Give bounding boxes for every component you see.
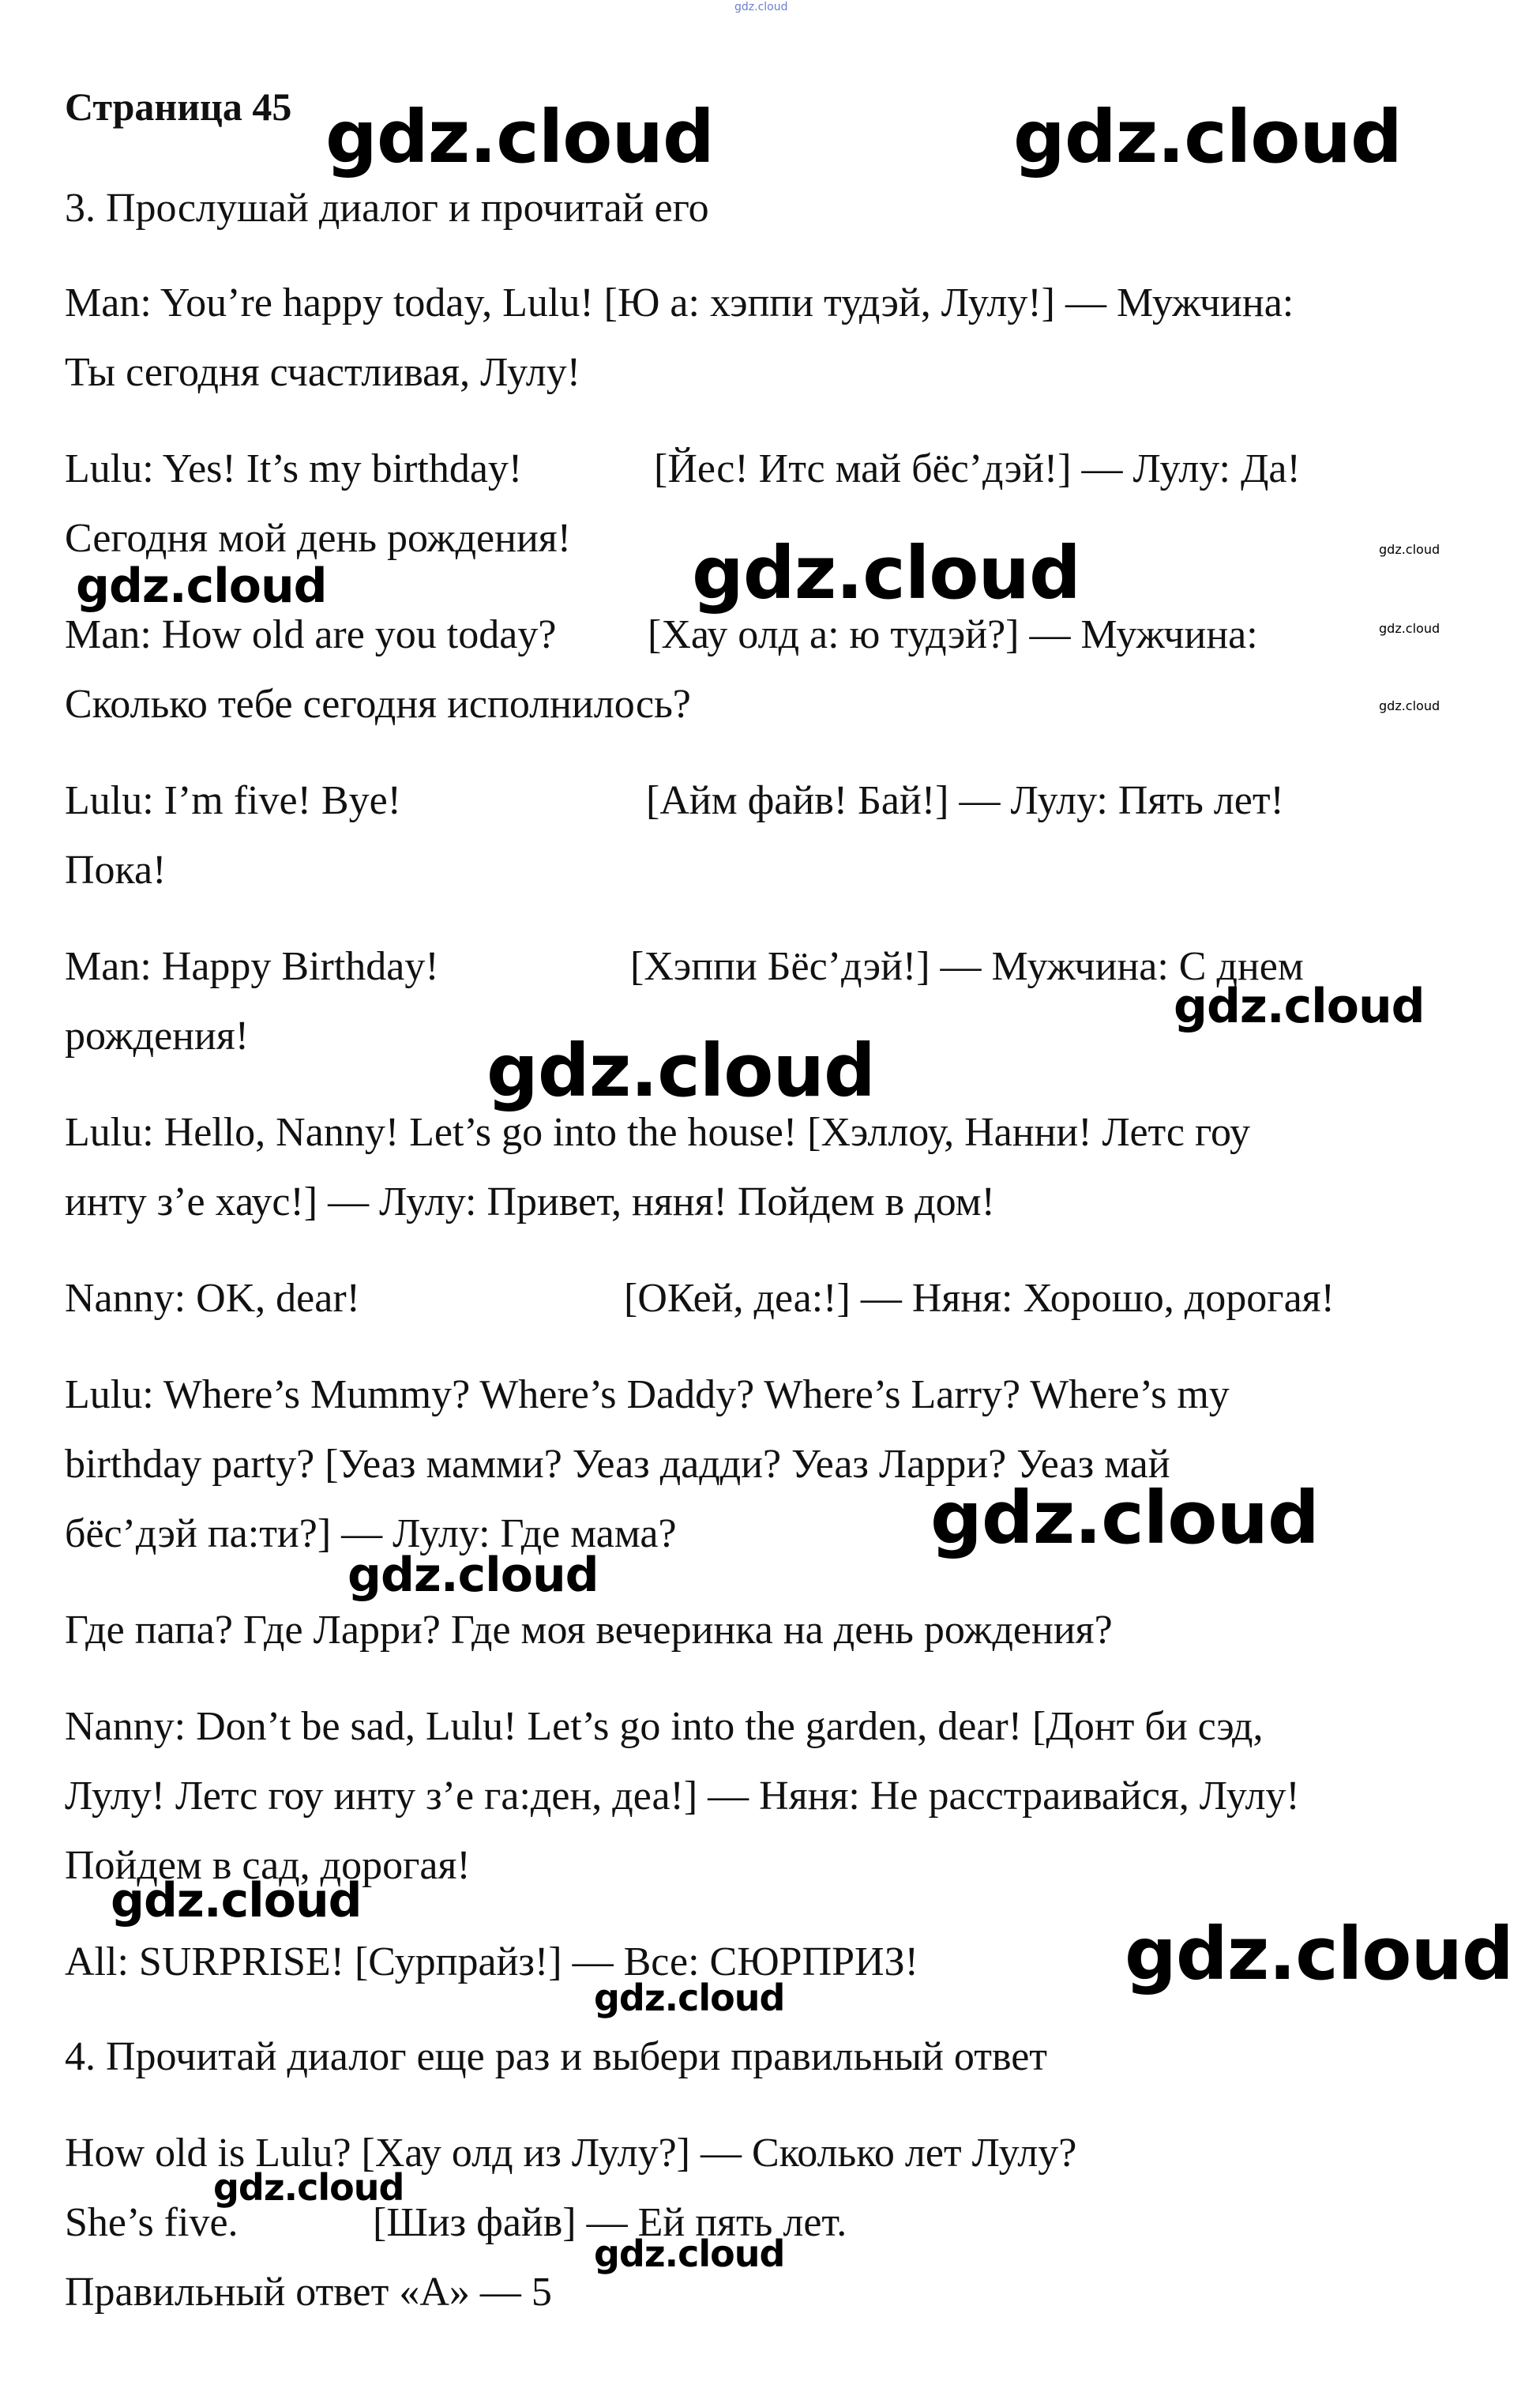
dialogue-line: Лулу! Летс гоу инту з’е га:ден, деа!] — Няня: Не расстраивайся, Лулу! [65, 1774, 1300, 1819]
task3-title: 3. Прослушай диалог и прочитай его [65, 186, 709, 231]
watermark: gdz.cloud [1125, 1912, 1513, 1996]
dialogue-line: birthday party? [Уеаз мамми? Уеаз дадди? Уеаз Ларри? Уеаз май [65, 1442, 1170, 1487]
dialogue-line-english: Lulu: I’m five! Bye! [65, 778, 401, 823]
dialogue-line: Lulu: Hello, Nanny! Let’s go into the house! [Хэллоу, Нанни! Летс гоу [65, 1110, 1251, 1155]
watermark-small: gdz.cloud [1379, 698, 1440, 713]
dialogue-line: Сколько тебе сегодня исполнилось? [65, 682, 691, 727]
watermark: gdz.cloud [111, 1873, 362, 1928]
watermark: gdz.cloud [347, 1548, 599, 1603]
dialogue-line: Пока! [65, 848, 167, 893]
dialogue-line: Сегодня мой день рождения! [65, 516, 572, 561]
dialogue-line: Nanny: Don’t be sad, Lulu! Let’s go into the garden, dear! [Донт би сэд, [65, 1704, 1264, 1749]
watermark: gdz.cloud [1174, 979, 1425, 1034]
task4-title: 4. Прочитай диалог еще раз и выбери правильный ответ [65, 2034, 1048, 2079]
dialogue-line: Пойдем в сад, дорогая! [65, 1843, 471, 1888]
watermark: gdz.cloud [930, 1476, 1319, 1560]
watermark: gdz.cloud [76, 559, 327, 614]
watermark: gdz.cloud [594, 2232, 785, 2275]
dialogue-line: Lulu: Where’s Mummy? Where’s Daddy? Where’s Larry? Where’s my [65, 1372, 1230, 1417]
dialogue-line: инту з’е хаус!] — Лулу: Привет, няня! Пойдем в дом! [65, 1179, 995, 1224]
dialogue-line: Man: You’re happy today, Lulu! [Ю а: хэппи тудэй, Лулу!] — Мужчина: [65, 280, 1294, 325]
task4-answer-english: She’s five. [65, 2200, 239, 2245]
dialogue-line-english: Nanny: OK, dear! [65, 1276, 360, 1321]
watermark: gdz.cloud [1013, 95, 1402, 179]
dialogue-line: рождения! [65, 1014, 250, 1059]
dialogue-line-translation: [Хэппи Бёс’дэй!] — Мужчина: С днем [630, 944, 1304, 989]
dialogue-line-translation: [Йес! Итс май бёс’дэй!] — Лулу: Да! [654, 446, 1301, 491]
dialogue-line-translation: [Айм файв! Бай!] — Лулу: Пять лет! [646, 778, 1284, 823]
watermark: gdz.cloud [213, 2166, 404, 2209]
dialogue-line-translation: [Хау олд а: ю тудэй?] — Мужчина: [648, 612, 1258, 657]
task4-correct-answer: Правильный ответ «А» — 5 [65, 2270, 552, 2315]
task4-answer-translation: [Шиз файв] — Ей пять лет. [373, 2200, 847, 2245]
watermark-small: gdz.cloud [1379, 621, 1440, 636]
task4-question: How old is Lulu? [Хау олд из Лулу?] — Сколько лет Лулу? [65, 2131, 1077, 2176]
watermark: gdz.cloud [692, 531, 1080, 615]
watermark: gdz.cloud [325, 95, 714, 179]
dialogue-line-english: Man: Happy Birthday! [65, 944, 439, 989]
dialogue-line-english: Man: How old are you today? [65, 612, 557, 657]
dialogue-line: All: SURPRISE! [Сурпрайз!] — Все: СЮРПРИЗ! [65, 1939, 918, 1984]
watermark: gdz.cloud [486, 1029, 875, 1113]
dialogue-line-english: Lulu: Yes! It’s my birthday! [65, 446, 523, 491]
watermark-top: gdz.cloud [734, 1, 788, 13]
page-heading: Страница 45 [65, 85, 292, 129]
dialogue-line: бёс’дэй па:ти?] — Лулу: Где мама? [65, 1511, 677, 1556]
watermark: gdz.cloud [594, 1977, 785, 2019]
dialogue-line: Ты сегодня счастливая, Лулу! [65, 350, 581, 395]
dialogue-line: Где папа? Где Ларри? Где моя вечеринка на день рождения? [65, 1608, 1113, 1653]
watermark-small: gdz.cloud [1379, 542, 1440, 557]
dialogue-line-translation: [ОКей, деа:!] — Няня: Хорошо, дорогая! [624, 1276, 1335, 1321]
